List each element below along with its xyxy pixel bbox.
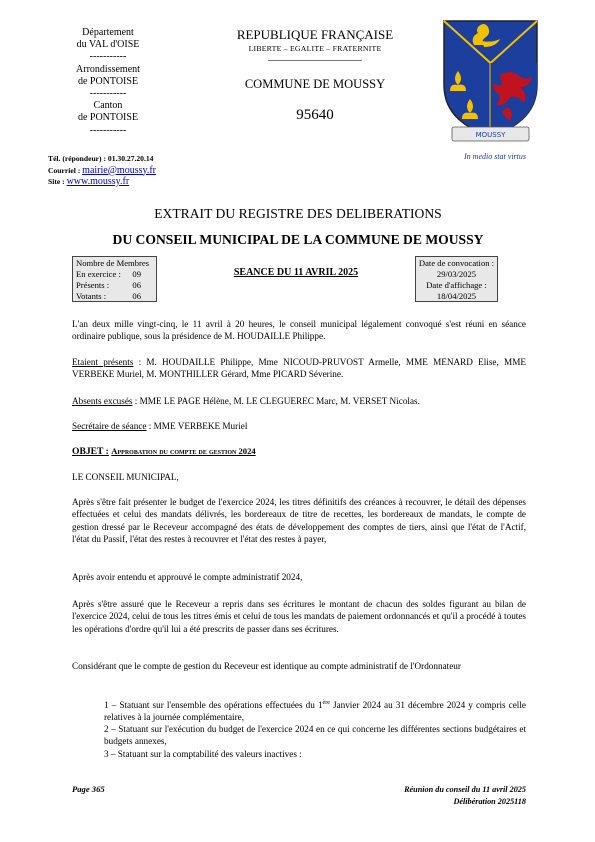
document-subtitle: DU CONSEIL MUNICIPAL DE LA COMMUNE DE MOUSSY	[112, 232, 484, 247]
convocation-date: 29/03/2025	[436, 269, 477, 279]
email-label: Courriel :	[48, 165, 81, 175]
page-number: Page 365	[72, 784, 105, 794]
row-value: 06	[132, 280, 141, 290]
absents-list: : MME LE PAGE Hélène, M. LE CLEGUEREC Marc, M. VERSET Nicolas.	[132, 396, 420, 406]
members-row-votants	[76, 291, 153, 302]
subject-line	[72, 446, 256, 457]
document-title: EXTRAIT DU REGISTRE DES DELIBERATIONS	[154, 206, 442, 221]
affichage-date: 18/04/2025	[436, 291, 477, 301]
separator: -----------	[89, 88, 127, 100]
presents-label: Etaient présents	[72, 357, 134, 367]
item-superscript: ère	[322, 700, 330, 706]
absents-paragraph	[72, 395, 526, 407]
secretary-name: : MME VERBEKE Muriel	[146, 421, 248, 431]
row-value: 09	[132, 269, 141, 279]
paragraph-receveur: Après s'être assuré que le Receveur a repris dans ses écritures le montant de chacun des soldes figurant au bilan de l'exercice 2024, celui de tous les titres émis et celui de tous les mandats de paiement ordonnancés et qu'il a procédé à toutes les opérations d'ordre qu'il lui a été prescrits de passer dans ses écritures.	[72, 599, 526, 634]
administrative-info	[48, 27, 168, 137]
phone-label: Tél. (répondeur) :	[48, 154, 106, 163]
arrondissement-line: Arrondissement	[76, 63, 140, 75]
intro-paragraph: L'an deux mille vingt-cinq, le 11 avril à 20 heures, le conseil municipal légalement convoqué s'est réuni en séance ordinaire publique, sous la présidence de M. HOUDAILLE Philippe.	[72, 319, 526, 342]
list-item-2: 2 – Statuant sur l'exécution du budget de l'exercice 2024 en ce qui concerne les différentes sections budgétaires et budgets annexes,	[104, 724, 526, 747]
council-heading: LE CONSEIL MUNICIPAL,	[72, 472, 179, 482]
members-row-presents	[76, 280, 153, 291]
divider	[268, 60, 362, 61]
coat-of-arms-icon	[438, 15, 543, 149]
national-motto: LIBERTE – EGALITE – FRATERNITE	[248, 44, 382, 53]
site-label: Site :	[48, 177, 65, 186]
list-item-1	[104, 697, 526, 724]
item-text: Janvier 2024 au 31 décembre 2024 y compris celle relatives à la journée complémentaire,	[104, 700, 526, 723]
secretary-label: Secrétaire de séance	[72, 421, 147, 431]
canton-name: de PONTOISE	[77, 112, 139, 124]
paragraph-considerant: Considérant que le compte de gestion du Receveur est identique au compte administratif de l'Ordonnateur	[72, 661, 461, 671]
members-heading: Nombre de Membres	[76, 258, 150, 268]
subject-label: OBJET :	[72, 446, 109, 457]
departement-line: Département	[82, 27, 134, 38]
subject-text: Approbation du compte de gestion 2024	[111, 446, 256, 456]
secretary-paragraph	[72, 420, 526, 432]
affichage-label: Date d'affichage :	[426, 280, 487, 290]
presents-list: : M. HOUDAILLE Philippe, Mme NICOUD-PRUVOST Armelle, MME MENARD Elise, MME VERBEKE Muriel, M. MONTHILLER Gérard, Mme PICARD Séverine.	[72, 357, 526, 380]
crest-motto: In medio stat virtus	[464, 152, 526, 161]
footer-reference	[330, 784, 526, 807]
contact-block	[48, 153, 156, 188]
row-label: Présents :	[76, 280, 110, 290]
list-item-3: 3 – Statuant sur la comptabilité des valeurs inactives :	[104, 749, 302, 759]
canton-line: Canton	[93, 100, 123, 112]
commune-name: COMMUNE DE MOUSSY	[244, 77, 386, 91]
arrondissement-name: de PONTOISE	[77, 75, 139, 87]
members-row-exercice	[76, 269, 153, 280]
row-label: En exercice :	[76, 269, 121, 279]
republic-title: REPUBLIQUE FRANÇAISE	[236, 27, 394, 42]
members-box	[72, 256, 157, 302]
row-value: 06	[132, 291, 141, 301]
presents-paragraph	[72, 356, 526, 381]
row-label: Votants :	[76, 291, 107, 301]
session-date: SEANCE DU 11 AVRIL 2025	[233, 267, 359, 278]
paragraph-budget: Après s'être fait présenter le budget de l'exercice 2024, les titres définitifs des créances à recouvrer, le détail des dépenses effectuées et celui des mandats délivrés, les bordereaux de titre de recettes, les bordereaux de mandats, le compte de gestion dressé par le Receveur accompagné des états de développement des comptes de tiers, ainsi que l'état de l'Actif, l'état du Passif, l'état des restes à recouvrer et l'état des restes à payer,	[72, 497, 526, 544]
separator: -----------	[89, 51, 127, 63]
site-line	[48, 176, 156, 188]
phone-number: 01.30.27.20.14	[107, 154, 154, 163]
paragraph-compte-administratif: Après avoir entendu et approuvé le compte administratif 2024,	[72, 572, 303, 582]
convocation-label: Date de convocation :	[418, 258, 495, 268]
crest-label: MOUSSY	[475, 131, 506, 139]
phone-line	[48, 153, 156, 165]
meeting-reference: Réunion du conseil du 11 avril 2025	[404, 785, 526, 794]
email-line	[48, 165, 156, 177]
postal-code: 95640	[296, 107, 334, 123]
item-text: 1 – Statuant sur l'ensemble des opérations effectuées du 1	[104, 700, 323, 711]
deliberation-number: Délibération 2025118	[453, 796, 526, 806]
absents-label: Absents excusés	[72, 396, 133, 406]
separator: -----------	[89, 124, 127, 136]
dates-box	[415, 256, 498, 302]
website-link[interactable]: www.moussy.fr	[66, 176, 130, 187]
email-link[interactable]: mairie@moussy.fr	[82, 164, 156, 176]
departement-name: du VAL d'OISE	[76, 39, 140, 51]
